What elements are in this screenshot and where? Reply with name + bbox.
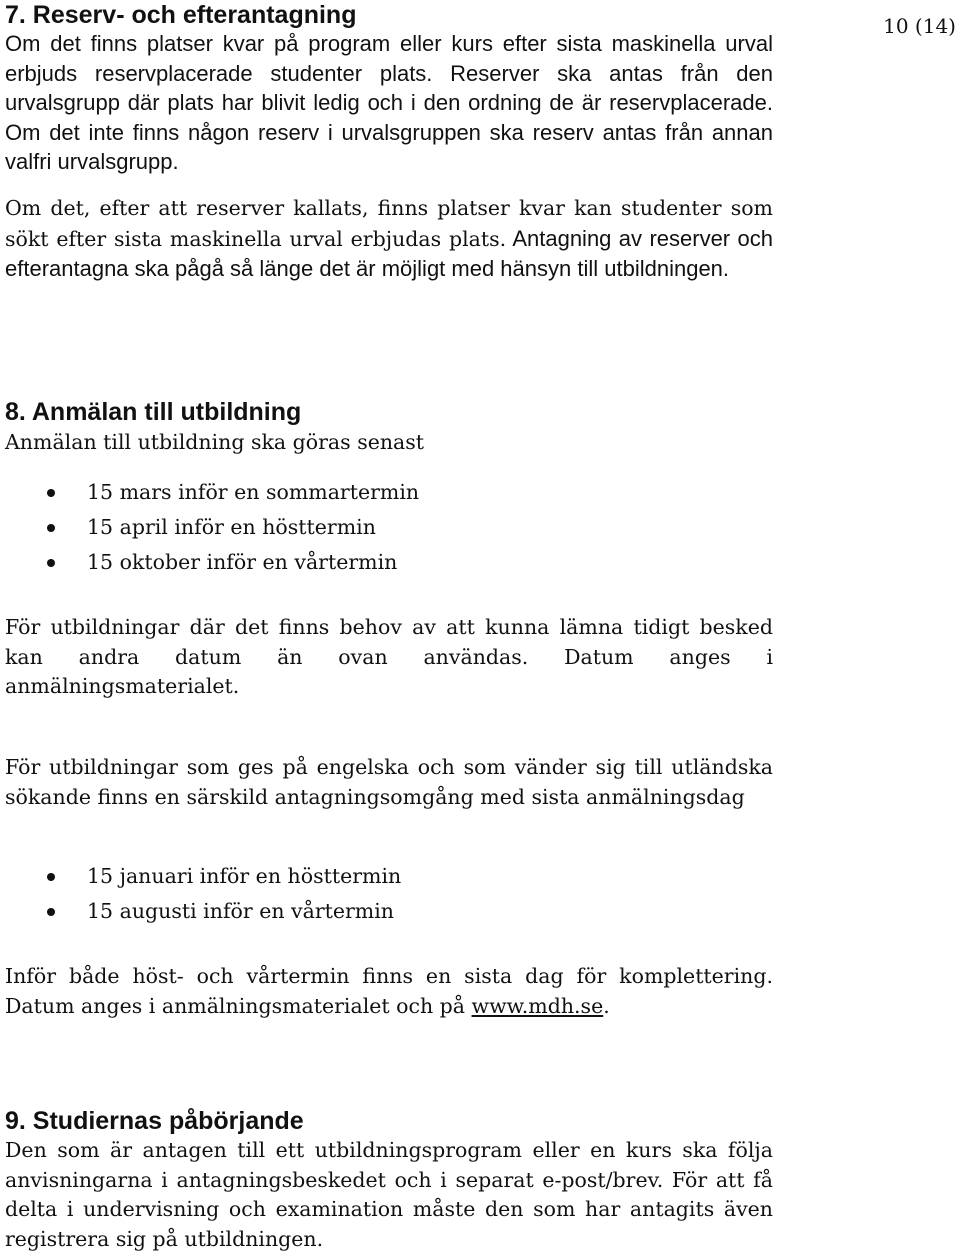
other-dates-paragraph: För utbildningar där det finns behov av att kunna lämna tidigt besked kan andra datum än ovan användas. Datum anges i anmälningsmaterialet.	[5, 615, 773, 698]
page-number: 10 (14)	[883, 14, 956, 38]
section-9-heading: 9. Studiernas påbörjande	[5, 1107, 304, 1135]
completion-text: Inför både höst- och vårtermin finns en sista dag för komplettering. Datum anges i anmälningsmaterialet och på	[5, 964, 773, 1018]
section-7-heading: 7. Reserv- och efterantagning	[5, 1, 357, 29]
section-7-paragraph-1: Om det finns platser kvar på program eller kurs efter sista maskinella urval erbjuds reservplacerade studenter plats. Reserver ska antas från den urvalsgrupp där plats har blivit ledig och i den ordning de är reservplacerade. Om det inte finns någon reserv i urvalsgruppen ska reserv antas från annan valfri urvalsgrupp.	[5, 31, 773, 174]
list-item: 15 mars inför en sommartermin	[5, 475, 419, 510]
section-7-paragraph-2-part-a: Om det, efter att reserver kallats, finns platser kvar kan studenter som sökt efter sista maskinella urval erbjudas plats.	[5, 196, 773, 251]
english-deadline-list	[5, 859, 401, 929]
section-7-paragraph-2-part-b: Antagning av reserver och efterantagna ska pågå så länge det är möjligt med hänsyn till utbildningen.	[5, 225, 773, 281]
section-8-heading: 8. Anmälan till utbildning	[5, 398, 302, 426]
section-7-paragraph-2	[5, 194, 773, 285]
section-8-intro: Anmälan till utbildning ska göras senast	[5, 430, 425, 454]
list-item: 15 augusti inför en vårtermin	[5, 894, 401, 929]
list-item: 15 januari inför en hösttermin	[5, 859, 401, 894]
mdh-website-link[interactable]: www.mdh.se	[471, 993, 604, 1018]
list-item: 15 oktober inför en vårtermin	[5, 545, 419, 580]
list-item: 15 april inför en hösttermin	[5, 510, 419, 545]
english-programs-paragraph: För utbildningar som ges på engelska och som vänder sig till utländska sökande finns en särskild antagningsomgång med sista anmälningsdag	[5, 755, 773, 809]
section-9-paragraph: Den som är antagen till ett utbildningsprogram eller en kurs ska följa anvisningarna i antagningsbeskedet och i separat e-post/brev. För att få delta i undervisning och examination måste den som har antagits även registrera sig på utbildningen.	[5, 1138, 773, 1251]
deadline-list	[5, 475, 419, 580]
completion-paragraph	[5, 962, 773, 1021]
completion-text-end: .	[603, 993, 610, 1018]
